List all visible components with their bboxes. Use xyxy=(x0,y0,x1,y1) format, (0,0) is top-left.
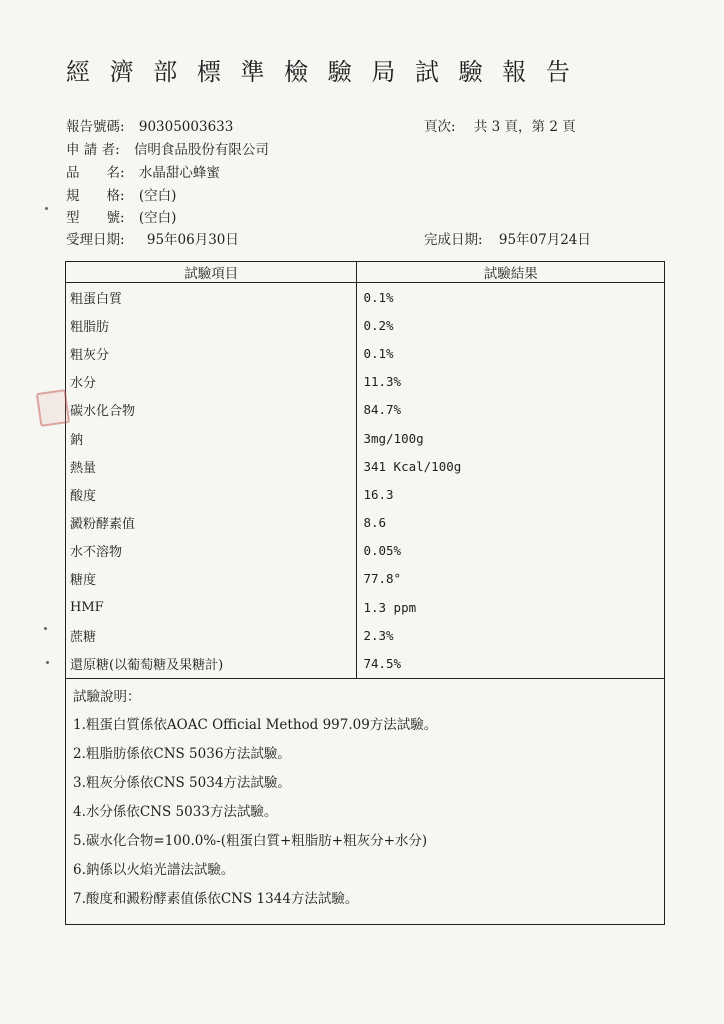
test-result: 77.8° xyxy=(357,565,665,593)
test-result: 84.7% xyxy=(357,396,665,424)
test-note-line: 5.碳水化合物=100.0%-(粗蛋白質+粗脂肪+粗灰分+水分) xyxy=(73,833,428,849)
received-date-row xyxy=(66,228,239,248)
test-result: 2.3% xyxy=(357,621,665,649)
spec-value: (空白) xyxy=(138,188,177,204)
test-item: 粗灰分 xyxy=(66,339,357,367)
product-label: 品 名: xyxy=(66,165,125,181)
table-row xyxy=(66,480,665,508)
page-count-label: 頁次: xyxy=(424,119,456,135)
completed-date-label: 完成日期: xyxy=(424,232,483,248)
test-item: HMF xyxy=(66,593,357,621)
test-notes-title: 試驗說明： xyxy=(73,689,141,705)
table-header-row xyxy=(66,262,665,283)
applicant-label: 申 請 者: xyxy=(66,142,120,158)
completed-date-value: 95年07月24日 xyxy=(498,232,591,248)
test-notes-box xyxy=(65,676,665,925)
test-item: 水分 xyxy=(66,368,357,396)
test-item: 粗脂肪 xyxy=(66,311,357,339)
test-result: 0.2% xyxy=(357,311,665,339)
test-result: 0.1% xyxy=(357,339,665,367)
test-item: 酸度 xyxy=(66,480,357,508)
spec-row xyxy=(66,184,176,204)
applicant-row xyxy=(66,138,269,158)
table-row xyxy=(66,368,665,396)
table-row xyxy=(66,339,665,367)
product-row xyxy=(66,161,220,181)
seal-stamp-mark xyxy=(36,389,70,427)
test-result: 8.6 xyxy=(357,509,665,537)
page-count-value: 共 3 頁，第 2 頁 xyxy=(473,119,576,135)
test-item: 糖度 xyxy=(66,565,357,593)
test-note-line: 7.酸度和澱粉酵素值係依CNS 1344方法試驗。 xyxy=(73,891,359,907)
test-result: 16.3 xyxy=(357,480,665,508)
report-number-value: 90305003633 xyxy=(138,119,234,135)
table-row xyxy=(66,283,665,312)
report-number-row xyxy=(66,115,233,135)
test-item: 粗蛋白質 xyxy=(66,283,357,312)
test-item: 還原糖(以葡萄糖及果糖計) xyxy=(66,649,357,678)
test-note-line: 4.水分係依CNS 5033方法試驗。 xyxy=(73,804,278,820)
report-number-label: 報告號碼: xyxy=(66,119,125,135)
scan-speck xyxy=(45,207,48,210)
table-row xyxy=(66,396,665,424)
scan-speck xyxy=(46,661,49,664)
test-note-line: 2.粗脂肪係依CNS 5036方法試驗。 xyxy=(73,746,291,762)
test-item: 碳水化合物 xyxy=(66,396,357,424)
results-table xyxy=(65,261,665,679)
column-header-item: 試驗項目 xyxy=(66,262,357,283)
test-result: 1.3 ppm xyxy=(357,593,665,621)
test-item: 澱粉酵素值 xyxy=(66,509,357,537)
received-date-value: 95年06月30日 xyxy=(146,232,239,248)
test-result: 74.5% xyxy=(357,649,665,678)
page-count-row xyxy=(424,115,576,135)
table-row xyxy=(66,621,665,649)
test-item: 蔗糖 xyxy=(66,621,357,649)
scan-speck xyxy=(44,627,47,630)
test-result: 0.05% xyxy=(357,537,665,565)
test-result: 11.3% xyxy=(357,368,665,396)
table-row xyxy=(66,565,665,593)
report-title: 經 濟 部 標 準 檢 驗 局 試 驗 報 告 xyxy=(66,58,576,86)
test-item: 鈉 xyxy=(66,424,357,452)
model-label: 型 號: xyxy=(66,210,125,226)
column-header-result: 試驗結果 xyxy=(357,262,665,283)
table-row xyxy=(66,424,665,452)
table-row xyxy=(66,509,665,537)
test-result: 0.1% xyxy=(357,283,665,312)
product-value: 水晶甜心蜂蜜 xyxy=(138,165,220,181)
test-note-line: 3.粗灰分係依CNS 5034方法試驗。 xyxy=(73,775,291,791)
completed-date-row xyxy=(424,228,591,248)
table-row xyxy=(66,649,665,678)
table-row xyxy=(66,452,665,480)
model-value: (空白) xyxy=(138,210,177,226)
test-result: 341 Kcal/100g xyxy=(357,452,665,480)
test-item: 熱量 xyxy=(66,452,357,480)
table-row xyxy=(66,311,665,339)
received-date-label: 受理日期: xyxy=(66,232,125,248)
spec-label: 規 格: xyxy=(66,188,125,204)
test-item: 水不溶物 xyxy=(66,537,357,565)
test-note-line: 6.鈉係以火焰光譜法試驗。 xyxy=(73,862,235,878)
table-row xyxy=(66,537,665,565)
applicant-value: 信明食品股份有限公司 xyxy=(133,142,269,158)
model-row xyxy=(66,206,176,226)
test-note-line: 1.粗蛋白質係依AOAC Official Method 997.09方法試驗。 xyxy=(73,717,438,733)
test-result: 3mg/100g xyxy=(357,424,665,452)
table-row xyxy=(66,593,665,621)
